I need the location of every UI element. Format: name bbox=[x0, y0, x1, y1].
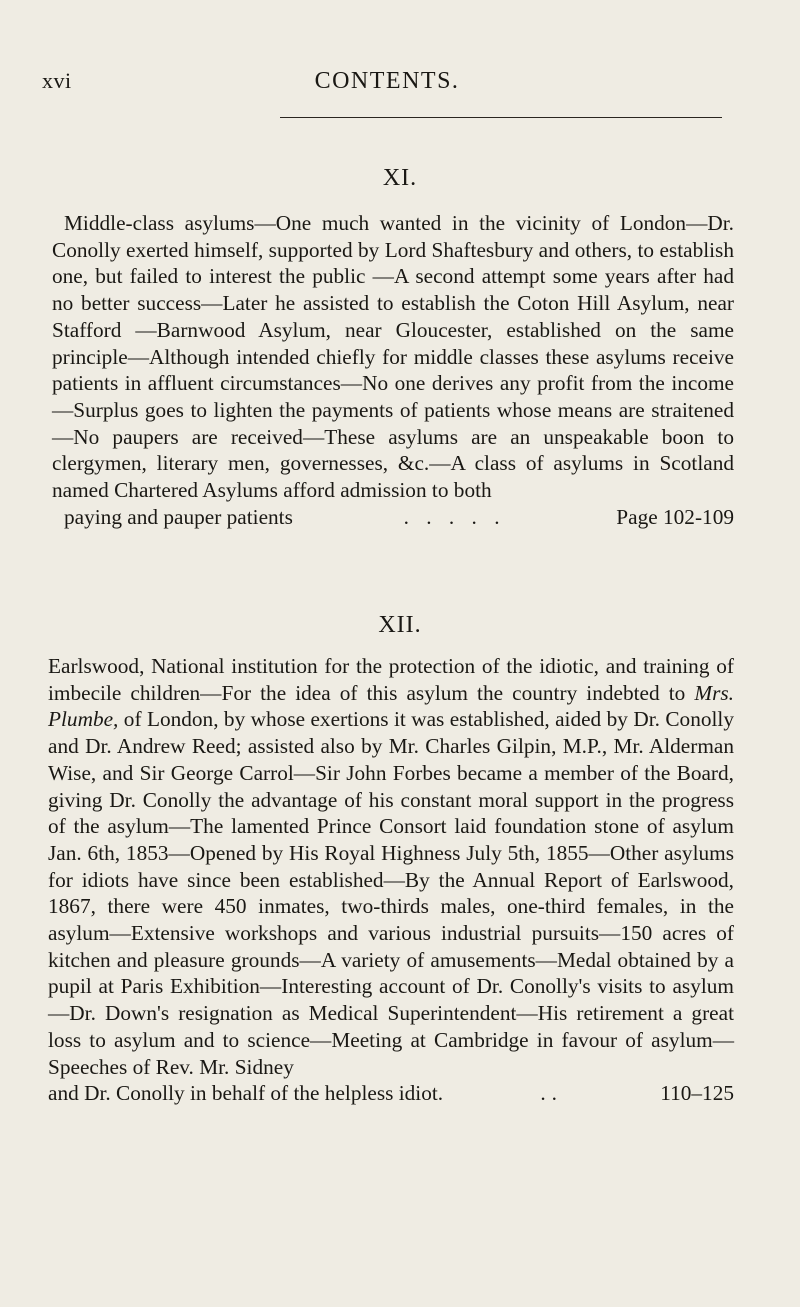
section-last-line bbox=[48, 1080, 734, 1107]
italic-name: Mrs. Plumbe, bbox=[48, 680, 734, 732]
section-summary-xii bbox=[48, 653, 734, 1107]
section-text: Earlswood, National institution for the protection of the idiotic, and training of imbecile children—For the idea of this asylum the country indebted to bbox=[48, 654, 734, 705]
section-text: Middle-class asylums—One much wanted in the vicinity of London—Dr. Conolly exerted himself, supported by Lord Shaftesbury and others, to establish one, but failed to interest the public —A second attempt some years after had no better success—Later he assisted to establish the Coton Hill Asylum, near Stafford —Barnwood Asylum, near Gloucester, established on the same principle—Although intended chiefly for middle classes these asylums receive patients in affluent circumstances—No one derives any profit from the income—Surplus goes to lighten the payments of patients whose means are straitened—No paupers are received—These asylums are an unspeakable boon to clergymen, literary men, governesses, &c.—A class of asylums in Scotland named Chartered Asylums afford admission to both bbox=[52, 211, 734, 503]
section-text: of London, by whose exertions it was established, aided by Dr. Conolly and Dr. Andrew Reed; assisted also by Mr. Charles Gilpin, M.P., Mr. Alderman Wise, and Sir George Carrol—Sir John Forbes became a member of the Board, giving Dr. Conolly the advantage of his constant moral support in the progress of the asylum—The lamented Prince Consort laid foundation stone of asylum Jan. 6th, 1853—Opened by His Royal Highness July 5th, 1855—Other asylums for idiots have since been established—By the Annual Report of Earlswood, 1867, there were 450 inmates, two-thirds males, one-third females, in the asylum—Extensive workshops and various industrial pursuits—150 acres of kitchen and pleasure grounds—A variety of amusements—Medal obtained by a pupil at Paris Exhibition—Interesting account of Dr. Conolly's visits to asylum —Dr. Down's resignation as Medical Superintendent—His retirement a great loss to asylum and to science—Meeting at Cambridge in favour of asylum—Speeches of Rev. Mr. Sidney bbox=[48, 707, 734, 1079]
running-head: CONTENTS. bbox=[314, 68, 460, 94]
section-heading-xi: XI. bbox=[382, 165, 418, 191]
page-reference: Page 102-109 bbox=[616, 504, 734, 529]
dot-leaders: .. bbox=[540, 1081, 564, 1106]
section-summary-xi bbox=[52, 210, 734, 530]
page-reference: 110–125 bbox=[660, 1081, 734, 1106]
page-folio: xvi bbox=[42, 68, 72, 93]
section-text-end: paying and pauper patients bbox=[64, 504, 293, 529]
section-heading-xii: XII. bbox=[378, 612, 422, 638]
page-header bbox=[42, 68, 732, 108]
header-rule bbox=[280, 117, 722, 118]
dot-leaders: . . . . . bbox=[403, 504, 506, 529]
section-text-end: and Dr. Conolly in behalf of the helpless idiot. bbox=[48, 1081, 444, 1106]
section-last-line bbox=[52, 504, 734, 531]
